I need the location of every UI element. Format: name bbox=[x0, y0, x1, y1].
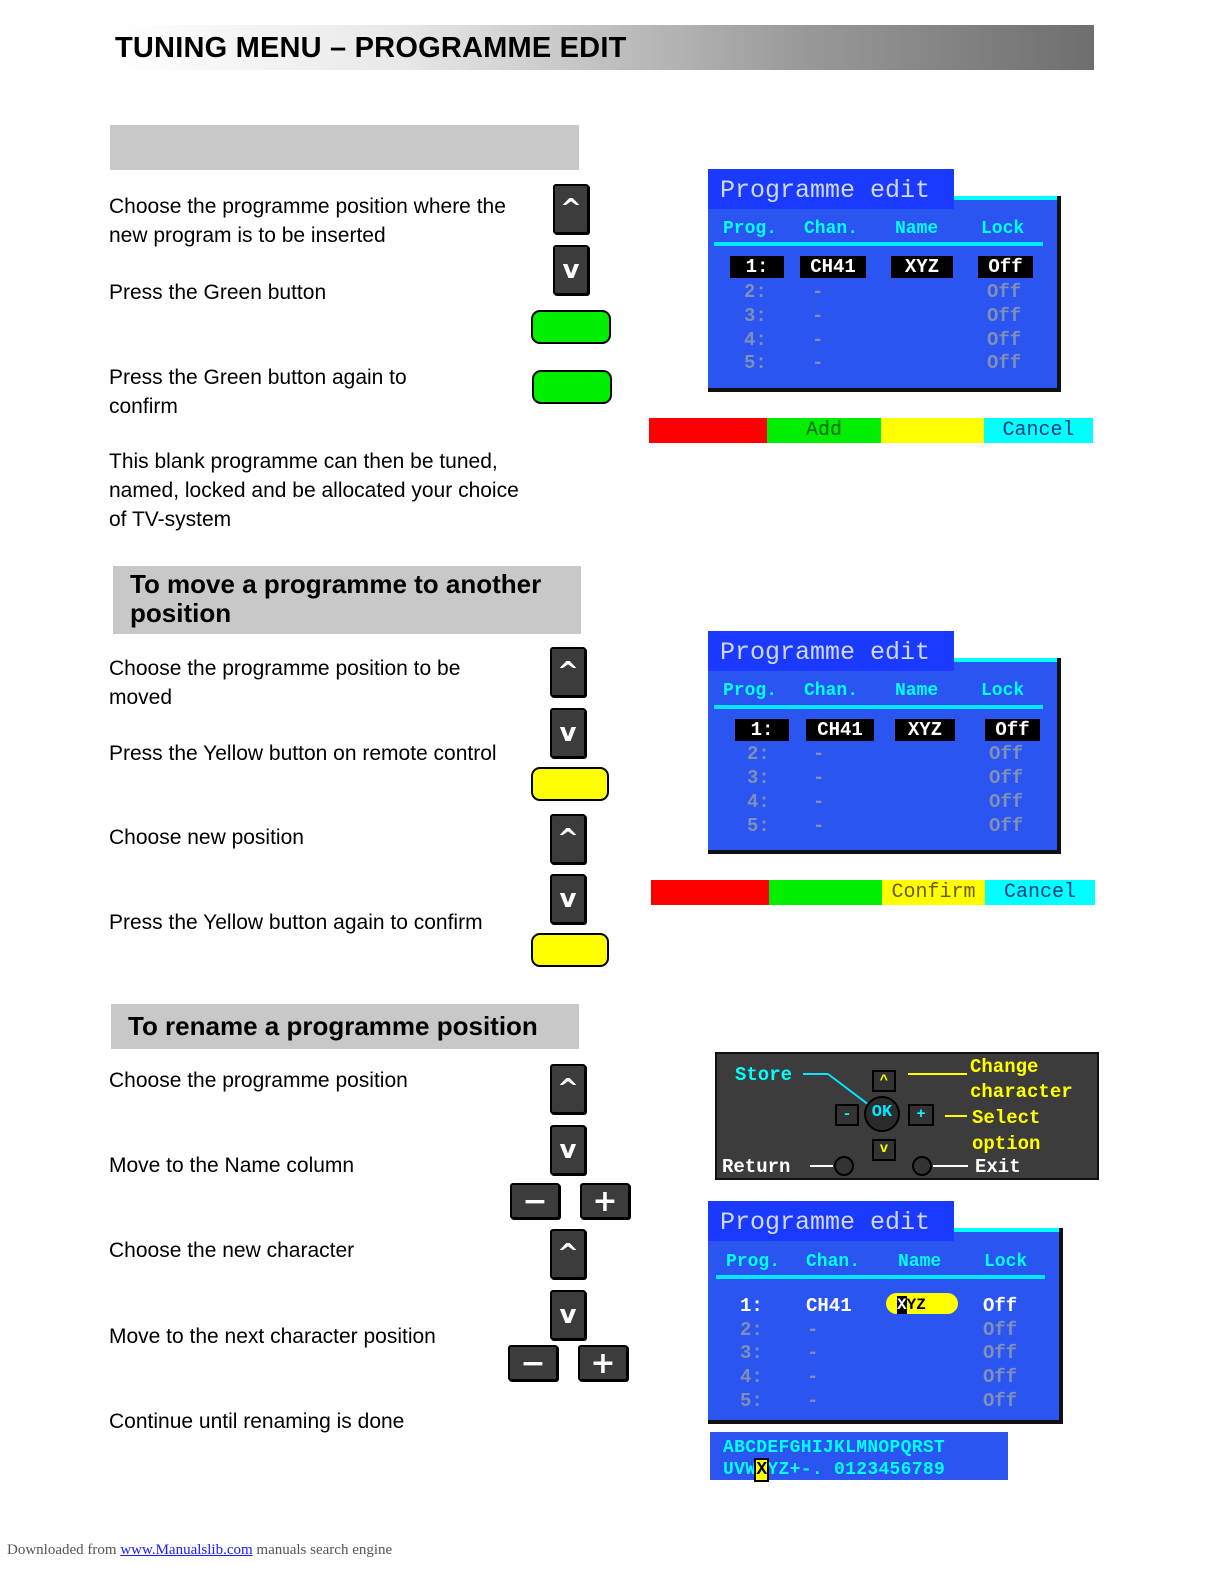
row5-chan: - bbox=[812, 352, 824, 374]
row1-prog: 1: bbox=[740, 1295, 763, 1317]
row2-chan: - bbox=[813, 743, 825, 765]
row2-lock: Off bbox=[989, 743, 1024, 765]
red-slot bbox=[651, 880, 769, 905]
charset-line-1: ABCDEFGHIJKLMNOPQRST bbox=[723, 1438, 946, 1458]
row3-lock: Off bbox=[983, 1342, 1018, 1364]
green-slot bbox=[769, 880, 882, 905]
row5-chan: - bbox=[813, 815, 825, 837]
row2-lock: Off bbox=[987, 281, 1022, 303]
green-button-icon bbox=[532, 370, 612, 404]
green-button-icon bbox=[531, 310, 611, 344]
footer-suffix: manuals search engine bbox=[252, 1542, 393, 1558]
row1-prog: 1: bbox=[730, 256, 784, 278]
row3-lock: Off bbox=[989, 767, 1024, 789]
down-key-icon: v bbox=[550, 708, 586, 758]
up-key-icon: ^ bbox=[550, 1064, 586, 1114]
ok-key-label: OK bbox=[871, 1103, 893, 1122]
col-lock-header: Lock bbox=[981, 219, 1025, 239]
row2-chan: - bbox=[812, 281, 824, 303]
up-key-icon: ^ bbox=[550, 647, 586, 697]
row1-chan: CH41 bbox=[800, 256, 866, 278]
yellow-button-icon bbox=[531, 767, 609, 801]
row4-lock: Off bbox=[983, 1366, 1018, 1388]
row4-prog: 4: bbox=[740, 1366, 763, 1388]
red-slot bbox=[649, 418, 767, 443]
cyan-slot: Cancel bbox=[985, 880, 1095, 905]
section3-title: To rename a programme position bbox=[128, 1011, 538, 1041]
row5-lock: Off bbox=[989, 815, 1024, 837]
yellow-button-icon bbox=[531, 933, 609, 967]
footer-prefix: Downloaded from bbox=[7, 1542, 121, 1558]
section2-step-4: Press the Yellow button again to confirm bbox=[109, 911, 483, 934]
color-bar-1 bbox=[649, 418, 1093, 443]
down-key-icon: v bbox=[550, 1125, 586, 1175]
section3-step-4: Move to the next character position bbox=[109, 1325, 436, 1348]
section2-title: To move a programme to another position bbox=[130, 569, 542, 628]
row3-prog: 3: bbox=[744, 305, 767, 327]
section1-title-bar bbox=[110, 125, 579, 170]
up-key-icon: ^ bbox=[553, 184, 589, 234]
cyan-slot: Cancel bbox=[984, 418, 1093, 443]
select-label: Select bbox=[972, 1107, 1041, 1129]
row4-prog: 4: bbox=[747, 791, 770, 813]
section2-step-3: Choose new position bbox=[109, 826, 304, 849]
menu-tab-title: Programme edit bbox=[708, 1201, 954, 1241]
row3-prog: 3: bbox=[747, 767, 770, 789]
green-slot: Add bbox=[767, 418, 881, 443]
row4-prog: 4: bbox=[744, 329, 767, 351]
character-label: character bbox=[970, 1081, 1073, 1103]
minus-key-icon: − bbox=[508, 1345, 558, 1381]
row5-lock: Off bbox=[987, 352, 1022, 374]
plus-key-icon: + bbox=[578, 1345, 628, 1381]
row3-chan: - bbox=[812, 305, 824, 327]
row2-chan: - bbox=[807, 1319, 819, 1341]
section3-step-1: Choose the programme position bbox=[109, 1069, 408, 1092]
row1-prog: 1: bbox=[735, 719, 789, 741]
remote-up-key-icon: ^ bbox=[872, 1070, 896, 1092]
row3-chan: - bbox=[807, 1342, 819, 1364]
section1-step-1: Choose the programme position where the new program is to be inserted bbox=[109, 195, 506, 247]
charset-selected-char[interactable]: X bbox=[756, 1460, 768, 1480]
option-label: option bbox=[972, 1133, 1041, 1155]
menu-tab-title: Programme edit bbox=[708, 169, 954, 209]
charset-line-2-end: YZ+-. 0123456789 bbox=[767, 1460, 946, 1480]
page-title: TUNING MENU – PROGRAMME EDIT bbox=[115, 32, 627, 64]
row3-lock: Off bbox=[987, 305, 1022, 327]
row4-chan: - bbox=[807, 1366, 819, 1388]
col-chan-header: Chan. bbox=[804, 219, 859, 239]
col-prog-header: Prog. bbox=[723, 681, 778, 701]
charset-line-2 bbox=[723, 1460, 945, 1480]
row1-chan: CH41 bbox=[806, 719, 874, 741]
col-prog-header: Prog. bbox=[723, 219, 778, 239]
row4-chan: - bbox=[813, 791, 825, 813]
section1-step-3: Press the Green button again to confirm bbox=[109, 366, 407, 418]
row1-name: XYZ bbox=[895, 719, 955, 741]
row1-lock: Off bbox=[978, 256, 1033, 278]
name-rest-chars: YZ bbox=[906, 1296, 926, 1314]
row5-prog: 5: bbox=[744, 352, 767, 374]
section3-step-5: Continue until renaming is done bbox=[109, 1410, 405, 1433]
row5-prog: 5: bbox=[747, 815, 770, 837]
col-chan-header: Chan. bbox=[806, 1252, 861, 1272]
plus-key-icon: + bbox=[580, 1183, 630, 1219]
col-name-header: Name bbox=[898, 1252, 942, 1272]
col-name-header: Name bbox=[895, 219, 939, 239]
section2-step-2: Press the Yellow button on remote control bbox=[109, 742, 497, 765]
row2-prog: 2: bbox=[747, 743, 770, 765]
col-lock-header: Lock bbox=[981, 681, 1025, 701]
col-lock-header: Lock bbox=[984, 1252, 1028, 1272]
yellow-slot bbox=[881, 418, 984, 443]
return-label: Return bbox=[722, 1156, 791, 1178]
footer-source bbox=[7, 1542, 392, 1559]
down-key-icon: v bbox=[550, 874, 586, 924]
row1-name: XYZ bbox=[891, 256, 953, 278]
section1-step-2: Press the Green button bbox=[109, 281, 327, 304]
up-key-icon: ^ bbox=[550, 814, 586, 864]
down-key-icon: v bbox=[550, 1290, 586, 1340]
row5-prog: 5: bbox=[740, 1390, 763, 1412]
menu-tab-title: Programme edit bbox=[708, 631, 954, 671]
row5-lock: Off bbox=[983, 1390, 1018, 1412]
remote-down-key-icon: v bbox=[872, 1139, 896, 1161]
row5-chan: - bbox=[807, 1390, 819, 1412]
row1-lock: Off bbox=[983, 1295, 1018, 1317]
row3-prog: 3: bbox=[740, 1342, 763, 1364]
store-label: Store bbox=[735, 1064, 793, 1086]
section1-step-4: This blank programme can then be tuned, named, locked and be allocated your choice of TV-system bbox=[109, 450, 519, 531]
col-prog-header: Prog. bbox=[726, 1252, 781, 1272]
col-chan-header: Chan. bbox=[804, 681, 859, 701]
manualslib-link[interactable]: www.Manualslib.com bbox=[120, 1542, 253, 1558]
up-key-icon: ^ bbox=[550, 1229, 586, 1279]
change-label: Change bbox=[970, 1056, 1039, 1078]
col-name-header: Name bbox=[895, 681, 939, 701]
remote-minus-key-icon: - bbox=[835, 1104, 859, 1126]
minus-key-icon: − bbox=[510, 1183, 560, 1219]
yellow-slot: Confirm bbox=[882, 880, 985, 905]
row2-prog: 2: bbox=[744, 281, 767, 303]
row4-lock: Off bbox=[987, 329, 1022, 351]
row2-lock: Off bbox=[983, 1319, 1018, 1341]
name-edit-text bbox=[897, 1295, 926, 1315]
remote-plus-key-icon: + bbox=[908, 1104, 934, 1126]
row3-chan: - bbox=[813, 767, 825, 789]
row4-lock: Off bbox=[989, 791, 1024, 813]
down-key-icon: v bbox=[553, 245, 589, 295]
row1-chan: CH41 bbox=[806, 1295, 852, 1317]
section3-step-3: Choose the new character bbox=[109, 1239, 355, 1262]
section2-step-1: Choose the programme position to be moved bbox=[109, 657, 461, 709]
row4-chan: - bbox=[812, 329, 824, 351]
charset-line-2-start: UVW bbox=[723, 1460, 757, 1480]
exit-label: Exit bbox=[975, 1156, 1021, 1178]
row1-lock: Off bbox=[985, 719, 1040, 741]
name-cursor-char: X bbox=[897, 1296, 907, 1314]
row2-prog: 2: bbox=[740, 1319, 763, 1341]
color-bar-2 bbox=[651, 880, 1095, 905]
section3-step-2: Move to the Name column bbox=[109, 1154, 355, 1177]
